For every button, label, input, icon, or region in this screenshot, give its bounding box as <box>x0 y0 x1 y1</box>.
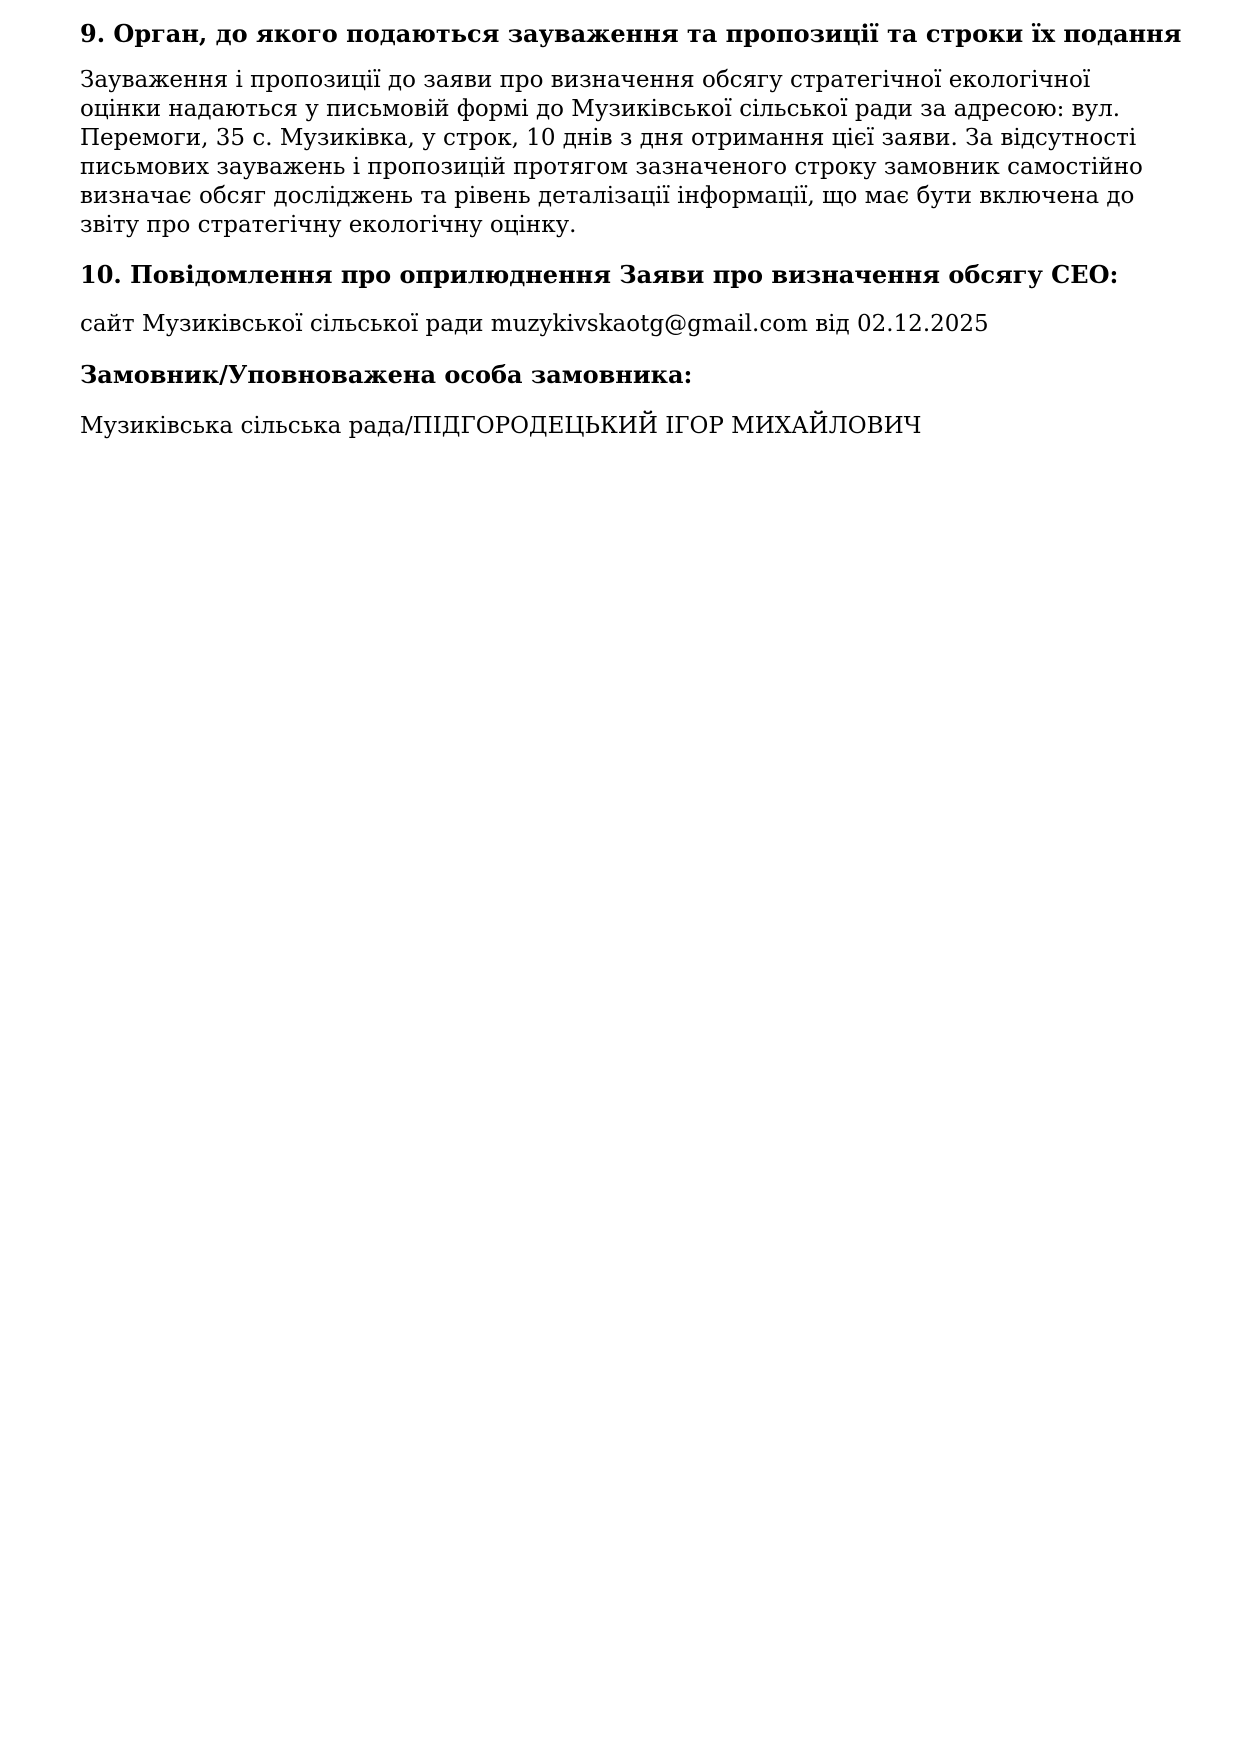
paragraph-line: Перемоги, 35 с. Музиківка, у строк, 10 днів з дня отримання цієї заяви. За відсутності <box>80 125 1137 151</box>
section-10-heading: 10. Повідомлення про оприлюднення Заяви про визначення обсягу СЕО: <box>80 260 1119 289</box>
section-9-heading: 9. Орган, до якого подаються зауваження та пропозиції та строки їх подання <box>80 19 1182 48</box>
paragraph-line: оцінки надаються у письмовій формі до Музиківської сільської ради за адресою: вул. <box>80 96 1121 122</box>
paragraph-line: звіту про стратегічну екологічну оцінку. <box>80 212 577 238</box>
section-10-text: сайт Музиківської сільської ради muzykivskaotg@gmail.com від 02.12.2025 <box>80 311 989 337</box>
document-page <box>80 18 1182 441</box>
paragraph-line: Зауваження і пропозиції до заяви про визначення обсягу стратегічної екологічної <box>80 67 1091 93</box>
paragraph-line: визначає обсяг досліджень та рівень деталізації інформації, що має бути включена до <box>80 183 1135 209</box>
paragraph-line: письмових зауважень і пропозицій протягом зазначеного строку замовник самостійно <box>80 154 1143 180</box>
section-9-paragraph <box>80 66 1170 240</box>
customer-text: Музиківська сільська рада/ПІДГОРОДЕЦЬКИЙ ІГОР МИХАЙЛОВИЧ <box>80 413 922 439</box>
customer-heading: Замовник/Уповноважена особа замовника: <box>80 360 693 389</box>
